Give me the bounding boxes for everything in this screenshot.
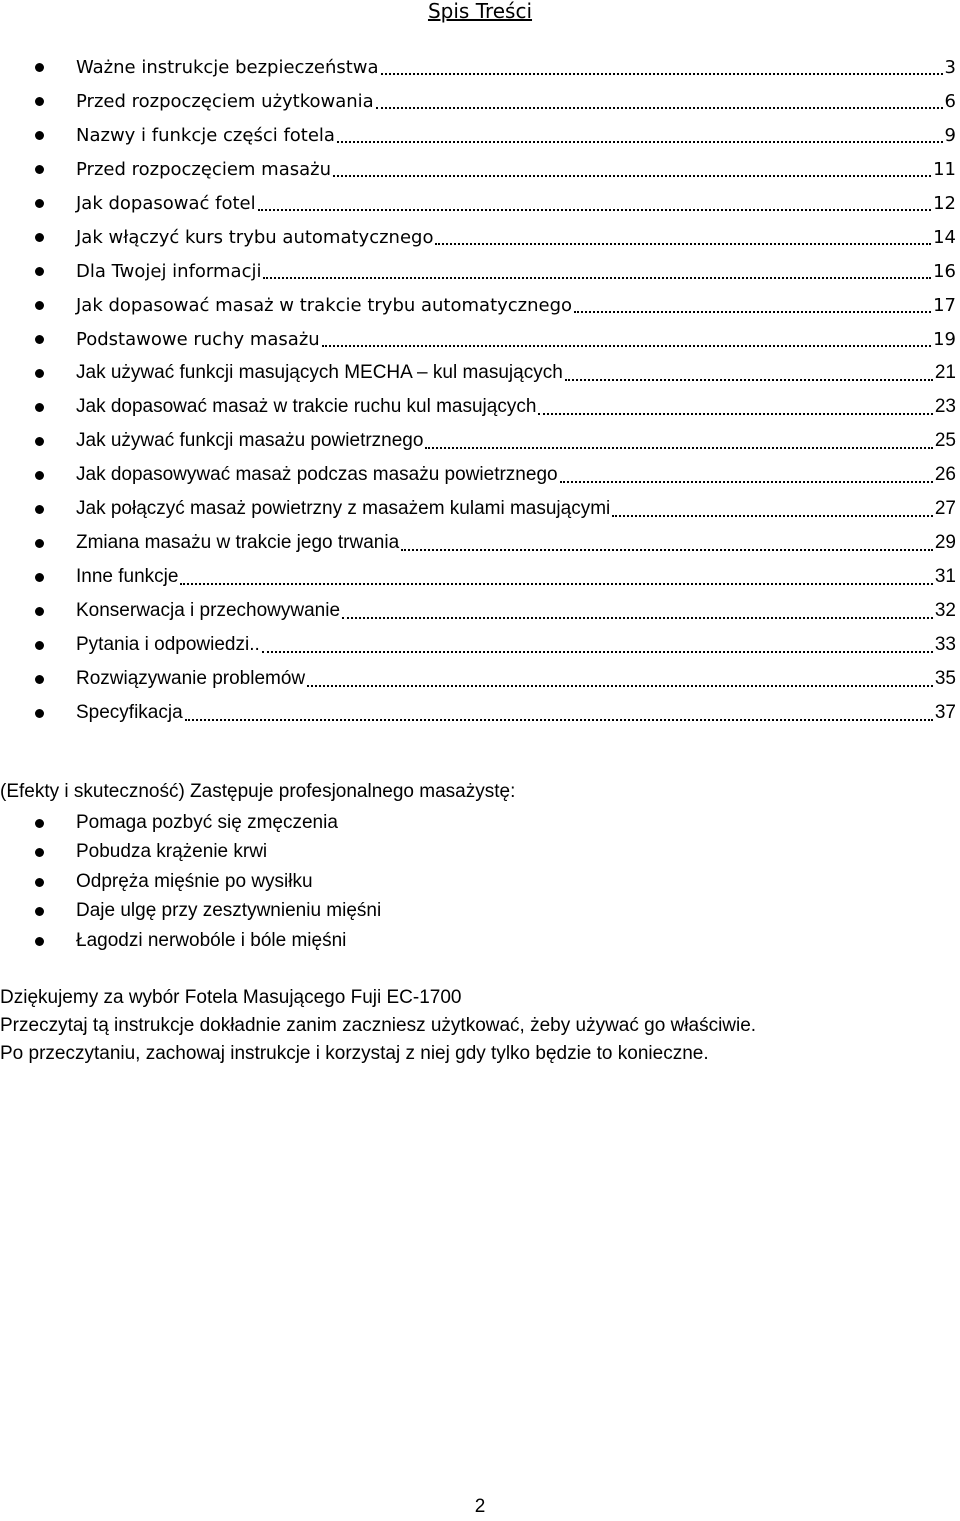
bullet-icon: [35, 675, 44, 684]
toc-entry[interactable]: [76, 186, 956, 220]
toc-entry-page: 31: [934, 566, 956, 587]
toc-entry-page: 23: [934, 396, 956, 417]
dot-leader: [322, 344, 931, 347]
toc-entry-label: Zmiana masażu w trakcie jego trwania: [76, 532, 400, 553]
toc-entry[interactable]: [76, 560, 956, 594]
toc-entry-page: 6: [944, 90, 956, 112]
toc-entry-page: 25: [934, 430, 956, 451]
bullet-icon: [35, 505, 44, 514]
toc-entry[interactable]: [76, 254, 956, 288]
dot-leader: [337, 140, 943, 143]
benefit-text: Odpręża mięśnie po wysiłku: [76, 870, 313, 892]
benefit-item: [76, 897, 381, 927]
toc-entry[interactable]: [76, 526, 956, 560]
toc-entry[interactable]: [76, 356, 956, 390]
read-instructions-line: Przeczytaj tą instrukcje dokładnie zanim zaczniesz użytkować, żeby używać go właściwie.: [0, 1015, 757, 1036]
toc-entry-page: 21: [934, 362, 956, 383]
toc-entry-page: 29: [934, 532, 956, 553]
toc-entry-label: Jak dopasować fotel: [76, 192, 256, 214]
bullet-icon: [35, 819, 44, 828]
toc-entry-page: 32: [934, 600, 956, 621]
toc-entry[interactable]: [76, 288, 956, 322]
benefit-text: Pomaga pozbyć się zmęczenia: [76, 811, 338, 833]
bullet-icon: [35, 301, 44, 310]
toc-entry-label: Jak połączyć masaż powietrzny z masażem kulami masującymi: [76, 498, 611, 519]
bullet-icon: [35, 267, 44, 276]
bullet-icon: [35, 471, 44, 480]
toc-entry-label: Pytania i odpowiedzi..: [76, 634, 260, 655]
bullet-icon: [35, 937, 44, 946]
table-of-contents: [0, 50, 960, 730]
toc-entry[interactable]: [76, 696, 956, 730]
page-number: 2: [474, 1496, 486, 1517]
benefit-text: Łagodzi nerwobóle i bóle mięśni: [76, 929, 347, 951]
toc-entry-page: 9: [944, 124, 956, 146]
toc-entry-label: Ważne instrukcje bezpieczeństwa: [76, 56, 379, 78]
dot-leader: [180, 582, 932, 585]
toc-entry-page: 12: [933, 192, 956, 214]
dot-leader: [574, 310, 931, 313]
bullet-icon: [35, 437, 44, 446]
dot-leader: [381, 72, 943, 75]
benefit-text: Daje ulgę przy zesztywnieniu mięśni: [76, 900, 382, 922]
bullet-icon: [35, 63, 44, 72]
bullet-icon: [35, 709, 44, 718]
bullet-icon: [35, 848, 44, 857]
dot-leader: [263, 276, 931, 279]
toc-entry-label: Rozwiązywanie problemów: [76, 668, 306, 689]
benefit-item: [76, 838, 381, 868]
bullet-icon: [35, 878, 44, 887]
toc-entry-page: 27: [934, 498, 956, 519]
toc-entry[interactable]: [76, 118, 956, 152]
toc-entry-label: Jak dopasowywać masaż podczas masażu powietrznego: [76, 464, 558, 485]
bullet-icon: [35, 573, 44, 582]
toc-entry[interactable]: [76, 84, 956, 118]
dot-leader: [342, 616, 933, 619]
bullet-icon: [35, 907, 44, 916]
toc-entry-page: 17: [933, 294, 956, 316]
dot-leader: [262, 650, 933, 653]
benefit-item: [76, 867, 381, 897]
dot-leader: [565, 378, 933, 381]
dot-leader: [185, 718, 933, 721]
bullet-icon: [35, 97, 44, 106]
bullet-icon: [35, 165, 44, 174]
toc-entry-label: Jak włączyć kurs trybu automatycznego: [76, 226, 434, 248]
toc-entry-label: Podstawowe ruchy masażu: [76, 328, 320, 350]
toc-entry-page: 33: [934, 634, 956, 655]
toc-entry[interactable]: [76, 390, 956, 424]
toc-entry[interactable]: [76, 50, 956, 84]
toc-entry-page: 37: [934, 702, 956, 723]
closing-paragraph: [0, 984, 756, 1068]
toc-entry-page: 19: [933, 328, 956, 350]
toc-entry-label: Inne funkcje: [76, 566, 179, 587]
dot-leader: [333, 174, 931, 177]
toc-entry-label: Przed rozpoczęciem użytkowania: [76, 90, 374, 112]
toc-entry-page: 11: [933, 158, 956, 180]
toc-entry-label: Specyfikacja: [76, 702, 183, 723]
toc-entry-page: 26: [934, 464, 956, 485]
benefit-item: [76, 808, 381, 838]
toc-title: Spis Treści: [427, 0, 533, 23]
toc-entry-label: Jak dopasować masaż w trakcie trybu automatycznego: [76, 294, 573, 316]
bullet-icon: [35, 607, 44, 616]
toc-entry-label: Nazwy i funkcje części fotela: [76, 124, 335, 146]
toc-entry[interactable]: [76, 594, 956, 628]
dot-leader: [612, 514, 933, 517]
bullet-icon: [35, 335, 44, 344]
dot-leader: [538, 412, 932, 415]
benefit-item: [76, 926, 381, 956]
toc-entry[interactable]: [76, 662, 956, 696]
toc-entry-page: 14: [933, 226, 956, 248]
toc-entry-label: Jak używać funkcji masażu powietrznego: [76, 430, 424, 451]
bullet-icon: [35, 131, 44, 140]
benefits-heading: (Efekty i skuteczność) Zastępuje profesjonalnego masażystę:: [0, 781, 516, 802]
bullet-icon: [35, 199, 44, 208]
dot-leader: [307, 684, 933, 687]
toc-entry[interactable]: [76, 458, 956, 492]
toc-entry[interactable]: [76, 628, 956, 662]
bullet-icon: [35, 539, 44, 548]
dot-leader: [435, 242, 931, 245]
dot-leader: [560, 480, 933, 483]
toc-entry-label: Przed rozpoczęciem masażu: [76, 158, 331, 180]
bullet-icon: [35, 403, 44, 412]
bullet-icon: [35, 369, 44, 378]
toc-entry[interactable]: [76, 424, 956, 458]
toc-entry-label: Konserwacja i przechowywanie: [76, 600, 341, 621]
toc-entry-page: 35: [934, 668, 956, 689]
toc-entry-page: 16: [933, 260, 956, 282]
bullet-icon: [35, 233, 44, 242]
toc-entry[interactable]: [76, 220, 956, 254]
toc-entry[interactable]: [76, 322, 956, 356]
dot-leader: [401, 548, 933, 551]
toc-entry[interactable]: [76, 492, 956, 526]
dot-leader: [425, 446, 932, 449]
benefits-list: [0, 808, 381, 956]
toc-entry-page: 3: [944, 56, 956, 78]
keep-instructions-line: Po przeczytaniu, zachowaj instrukcje i korzystaj z niej gdy tylko będzie to konieczne.: [0, 1043, 709, 1064]
toc-entry[interactable]: [76, 152, 956, 186]
bullet-icon: [35, 641, 44, 650]
dot-leader: [376, 106, 943, 109]
benefit-text: Pobudza krążenie krwi: [76, 841, 268, 863]
toc-entry-label: Dla Twojej informacji: [76, 260, 262, 282]
thanks-line: Dziękujemy za wybór Fotela Masującego Fuji EC-1700: [0, 987, 462, 1008]
toc-entry-label: Jak dopasować masaż w trakcie ruchu kul masujących: [76, 396, 537, 417]
dot-leader: [258, 208, 931, 211]
toc-entry-label: Jak używać funkcji masujących MECHA – kul masujących: [76, 362, 563, 383]
